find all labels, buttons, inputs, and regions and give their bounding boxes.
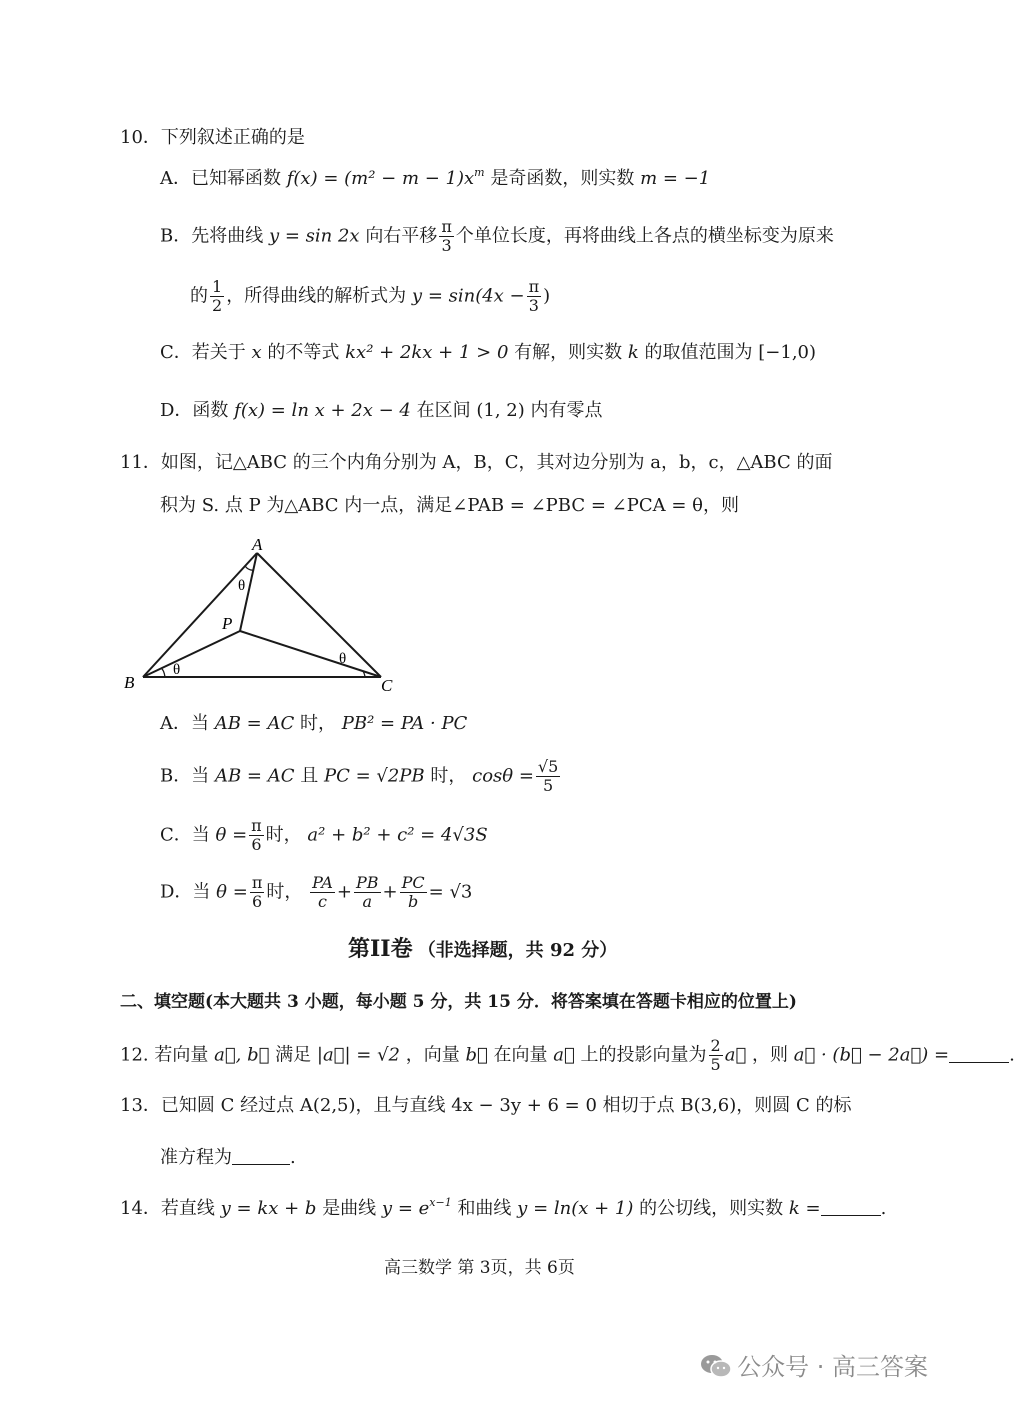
q10-b-half: $\frac{1}{2}$ [212,277,223,315]
watermark [700,1347,928,1382]
q10-a-label: A．已知幂函数 [160,168,281,189]
q10-stem: 10．下列叙述正确的是 [120,127,305,148]
q10-b-formula1: y = sin 2x [268,225,360,247]
q11-option-a: A．当 AB = AC 时， PB² = PA · PC [160,713,468,734]
q11-option-c: C．当 θ = $\frac{\pi}{6}$ 时， a² + b² + c² = 4√3S [160,816,488,854]
q12-answer-blank[interactable] [949,1046,1009,1063]
q11-d-theta-fraction: $\frac{\pi}{6}$ [251,873,263,911]
q10-b-formula2: y = sin(4x − [411,285,525,307]
angle-arc-a [245,566,254,570]
wechat-icon [700,1353,732,1379]
side-ac [257,553,381,677]
q13-line2: 准方程为 . [160,1147,296,1168]
angle-arc-b [161,668,165,677]
part2-header [348,932,617,963]
q10-b-text1: 向右平移 [365,225,438,247]
q10-option-c: C．若关于 x 的不等式 kx² + 2kx + 1 > 0 有解，则实数 k 的取值范围为 [−1,0) [160,342,817,363]
label-c: C [381,676,393,695]
q11-c-formula: a² + b² + c² = 4√3S [307,824,488,846]
q14: 14．若直线 y = kx + b 是曲线 $y = e^{x-1}$ 和曲线 y = ln(x + 1) 的公切线，则实数 k = . [120,1196,887,1219]
q11-d-frac-pb: $\frac{PB}{a}$ [356,873,379,911]
q13-line1: 13．已知圆 C 经过点 A(2,5)，且与直线 4x − 3y + 6 = 0 相切于点 B(3,6)，则圆 C 的标 [120,1095,852,1116]
q10-b-text2: 个单位长度，再将曲线上各点的横坐标变为原来 [455,225,834,247]
segment-cp [240,631,381,677]
q10-c-formula: kx² + 2kx + 1 > 0 [345,342,509,363]
q10-c-range: [−1,0) [758,342,817,363]
q10-b-fraction: $\frac{\pi}{3}$ [441,217,452,255]
q10-option-d: D．函数 f(x) = ln x + 2x − 4 在区间 (1, 2) 内有零点 [160,400,603,421]
theta-b: θ [173,662,181,678]
section-fill-in: 二、填空题(本大题共 3 小题，每小题 5 分，共 15 分．将答案填在答题卡相应的位置上) [120,992,797,1012]
q11-b-fraction: $\frac{√5}{5}$ [537,757,559,795]
q11-option-b: B．当 AB = AC 且 PC = √2PB 时， cosθ = $\frac{√5}{5}$ [160,757,559,795]
q11-d-frac-pa: $\frac{PA}{c}$ [312,873,333,911]
part2-title: 第II卷 [348,936,413,962]
label-a: A [252,535,263,554]
q10-b-formula2-frac: $\frac{\pi}{3}$ [528,277,540,315]
theta-a: θ [238,578,246,594]
page-footer: 高三数学 第 3页，共 6页 [384,1258,575,1278]
q10-option-a [160,167,710,191]
q11-stem-line2: 积为 S. 点 P 为△ABC 内一点，满足∠PAB = ∠PBC = ∠PCA = θ，则 [160,495,739,516]
q13-answer-blank[interactable] [232,1148,290,1165]
q10-option-b [160,218,834,255]
watermark-text: 公众号 · 高三答案 [737,1353,928,1381]
q11-option-d: D．当 θ = $\frac{\pi}{6}$ 时， $\frac{PA}{c}$ + $\frac{PB}{a}$ + $\frac{PC}{b}$ = √3 [160,873,473,911]
q11-stem-line1: 11．如图，记△ABC 的三个内角分别为 A，B，C，其对边分别为 a，b，c，△ABC 的面 [120,452,833,473]
q14-answer-blank[interactable] [821,1199,881,1216]
q10-a-sup: m [474,166,485,179]
side-ab [143,553,257,677]
label-b: B [124,673,135,692]
q11-triangle-figure [115,530,415,700]
label-p: P [222,614,233,633]
part2-subtitle: （非选择题，共 92 分） [417,940,618,961]
q10-b-label: B．先将曲线 [160,225,264,247]
q10-a-end: m = −1 [640,168,711,189]
q12-fraction: $\frac{2}{5}$ [710,1036,721,1074]
q11-a-formula: PB² = PA · PC [341,713,468,734]
q10-option-b-line2: 的 $\frac{1}{2}$ ，所得曲线的解析式为 y = sin(4x − $\frac{\pi}{3}$ ) [190,277,551,315]
q12: 12. 若向量 a⃗, b⃗ 满足 |a⃗| = √2 ，向量 b⃗ 在向量 a⃗ 上的投影向量为 $\frac{2}{5}$ a⃗ ，则 a⃗ · (b⃗ − 2a⃗) = . [120,1036,1015,1074]
q11-d-frac-pc: $\frac{PC}{b}$ [401,873,425,911]
q10-a-text: 是奇函数，则实数 [490,168,635,189]
q10-a-formula: f(x) = (m² − m − 1)x [286,168,475,189]
q11-c-fraction: $\frac{\pi}{6}$ [251,816,262,854]
segment-bp [143,631,240,677]
theta-c: θ [339,651,347,667]
q10-d-formula: f(x) = ln x + 2x − 4 [234,400,411,421]
